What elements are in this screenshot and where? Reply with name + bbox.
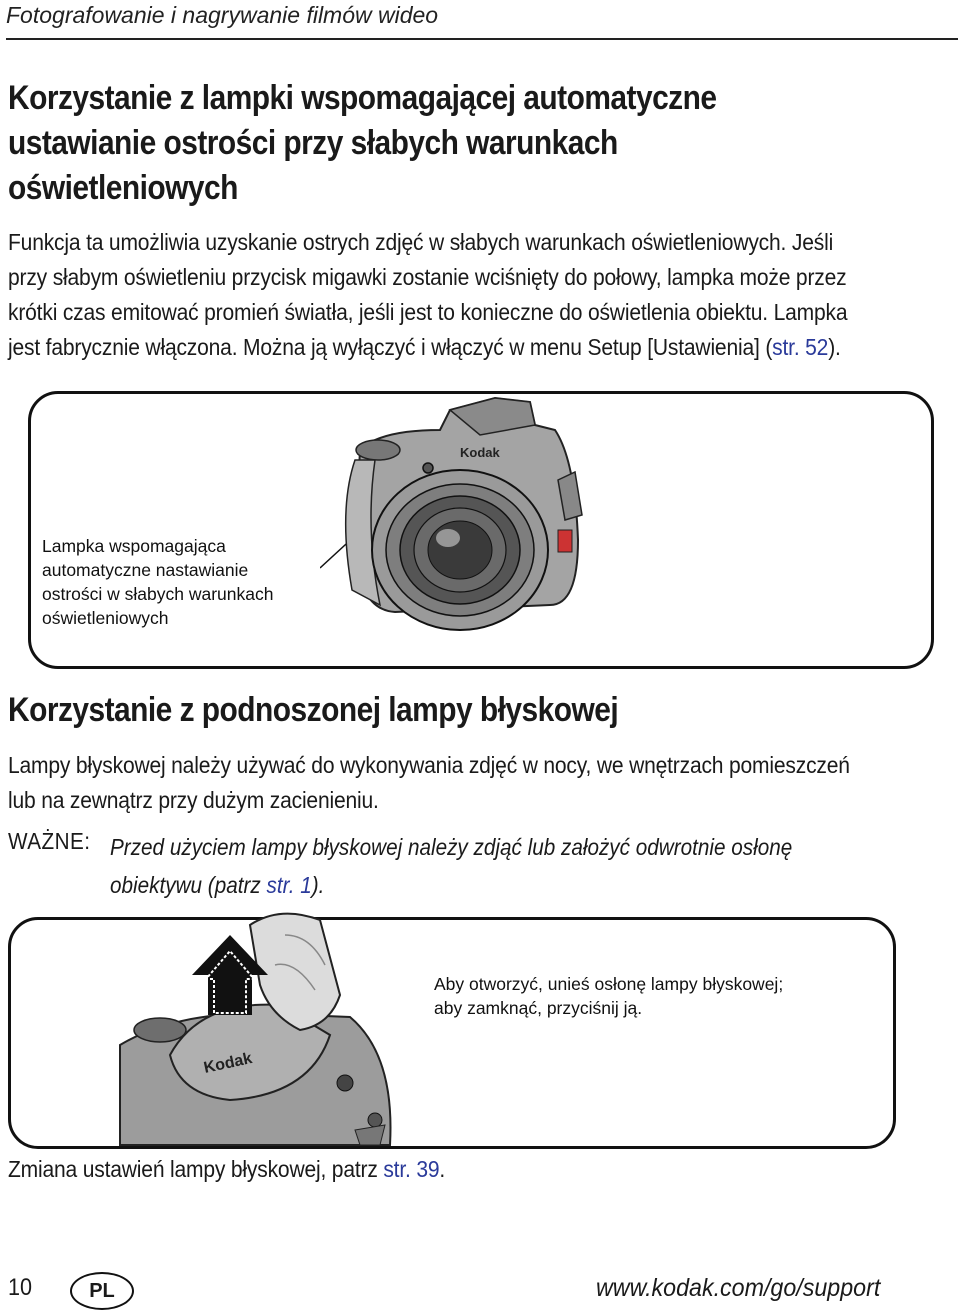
section2-heading: Korzystanie z podnoszonej lampy błyskowej: [8, 691, 619, 729]
flash-settings-note-end: .: [439, 1156, 446, 1182]
camera-front-illustration: [320, 390, 620, 680]
caption-line: Aby otworzyć, unieś osłonę lampy błyskowej;: [434, 974, 784, 994]
section1-body-line-1: Funkcja ta umożliwia uzyskanie ostrych zdjęć w słabych warunkach oświetleniowych. Jeśli: [8, 229, 834, 255]
section1-body-line-2: przy słabym oświetleniu przycisk migawki zostanie wciśnięty do połowy, lampka może przez: [8, 264, 847, 290]
running-header: Fotografowanie i nagrywanie filmów wideo: [6, 2, 439, 28]
support-url[interactable]: www.kodak.com/go/support: [596, 1274, 881, 1302]
page-number: 10: [8, 1274, 33, 1301]
figure-af-assist-caption: [42, 534, 273, 630]
section1-body-line-4-end: ).: [828, 334, 841, 360]
section1-body-line-4: [8, 330, 841, 365]
caption-line: oświetleniowych: [42, 608, 169, 628]
section1-heading-line-1: Korzystanie z lampki wspomagającej automatyczne: [8, 79, 717, 117]
flash-settings-note-text: Zmiana ustawień lampy błyskowej, patrz: [8, 1156, 384, 1182]
caption-line: ostrości w słabych warunkach: [42, 584, 274, 604]
caption-line: Lampka wspomagająca: [42, 536, 226, 556]
important-line-2: [110, 866, 792, 904]
header-rule: [6, 38, 958, 40]
section2-body-line-2: lub na zewnątrz przy dużym zacienieniu.: [8, 787, 379, 813]
link-page-1[interactable]: str. 1: [266, 872, 312, 898]
section1-body-line-4-text: jest fabrycznie włączona. Można ją wyłączyć i włączyć w menu Setup [Ustawienia] (: [8, 334, 773, 360]
flash-raise-illustration: [110, 905, 410, 1155]
caption-line: automatyczne nastawianie: [42, 560, 249, 580]
important-line-2-end: ).: [311, 872, 325, 898]
flash-settings-note: [8, 1152, 445, 1187]
link-page-39[interactable]: str. 39: [383, 1156, 440, 1182]
camera-brand-label: Kodak: [460, 445, 500, 460]
language-badge: PL: [70, 1272, 134, 1310]
section1-body-line-3: krótki czas emitować promień światła, jeśli jest to konieczne do oświetlenia obiektu. Lampka: [8, 299, 848, 325]
important-label: WAŻNE:: [8, 828, 91, 854]
important-note: [110, 828, 792, 904]
section1-heading-line-2: ustawianie ostrości przy słabych warunkach: [8, 124, 618, 162]
section1-heading-line-3: oświetleniowych: [8, 169, 238, 207]
flash-brand-label: Kodak: [202, 1050, 254, 1077]
figure-flash-caption: [434, 972, 783, 1020]
caption-line: aby zamknąć, przyciśnij ją.: [434, 998, 643, 1018]
important-line-1: Przed użyciem lampy błyskowej należy zdjąć lub założyć odwrotnie osłonę: [110, 834, 793, 860]
link-page-52[interactable]: str. 52: [772, 334, 829, 360]
section2-body-line-1: Lampy błyskowej należy używać do wykonywania zdjęć w nocy, we wnętrzach pomieszczeń: [8, 752, 850, 778]
important-line-2-text: obiektywu (patrz: [110, 872, 267, 898]
